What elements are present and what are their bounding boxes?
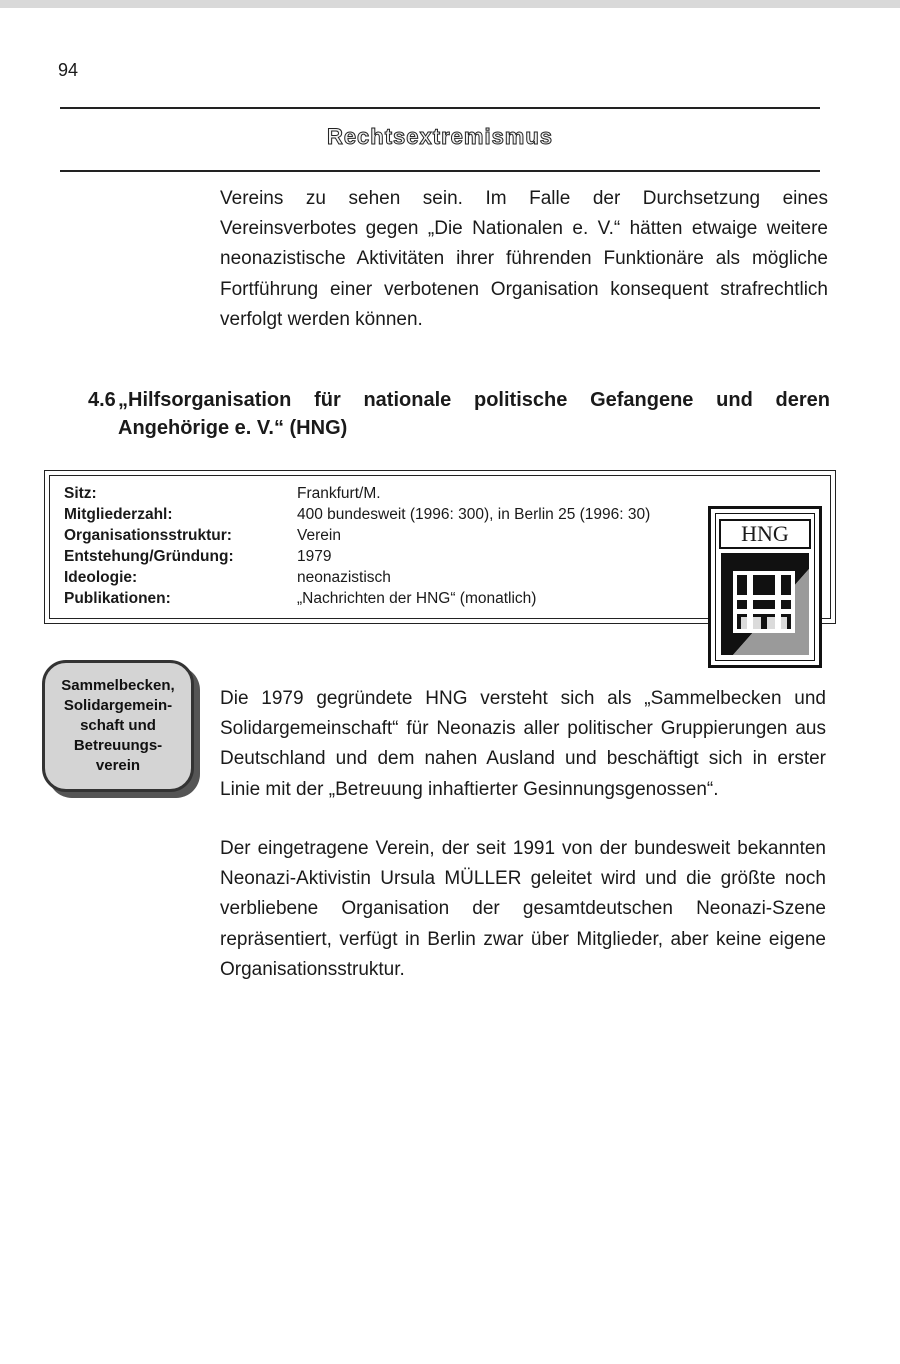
info-value: Verein [297, 527, 341, 544]
info-value: Frankfurt/M. [297, 485, 381, 502]
info-value: 400 bundesweit (1996: 300), in Berlin 25 (1996: 30) [297, 506, 651, 523]
header-rule-top [60, 107, 820, 109]
hng-logo [708, 506, 822, 668]
body-paragraph-1: Die 1979 gegründete HNG versteht sich als „Sammelbecken und Solidargemeinschaft“ für Neonazis aller politischer Gruppierungen aus Deutschland und dem nahen Ausland und beschäftigt sich in erster Linie mit der „Betreuung inhaftierter Gesinnungsgenossen“. [220, 688, 826, 800]
section-heading [88, 386, 830, 442]
running-header: Rechtsextremismus [326, 124, 554, 149]
margin-note-text: Sammelbecken, Solidargemein-schaft und Betreuungs-verein [61, 677, 175, 774]
info-label: Publikationen: [64, 590, 171, 607]
intro-paragraph: Vereins zu sehen sein. Im Falle der Durchsetzung eines Vereinsverbotes gegen „Die Nationalen e. V.“ hätten etwaige weitere neonazistische Aktivitäten ihrer führenden Funktionäre als mögliche Fortführung einer verbotenen Organisation konsequent strafrechtlich verfolgt werden können. [220, 188, 828, 330]
scan-top-edge [0, 0, 900, 8]
info-value: neonazistisch [297, 569, 391, 586]
page-number: 94 [58, 60, 79, 80]
info-label: Organisationsstruktur: [64, 527, 232, 544]
section-title: „Hilfsorganisation für nationale politische Gefangene und deren Angehörige e. V.“ (HNG) [118, 389, 830, 439]
info-label: Sitz: [64, 485, 97, 502]
info-label: Mitgliederzahl: [64, 506, 173, 523]
info-value: „Nachrichten der HNG“ (monatlich) [297, 590, 537, 607]
body-paragraph-2: Der eingetragene Verein, der seit 1991 von der bundesweit bekannten Neonazi-Aktivistin Ursula MÜLLER geleitet wird und die größte noch verbliebene Organisation der gesamtdeutschen Neonazi-Szene repräsentiert, verfügt in Berlin zwar über Mitglieder, aber keine eigene Organisationsstruktur. [220, 838, 826, 980]
logo-text: HNG [719, 519, 811, 549]
info-value: 1979 [297, 548, 332, 565]
section-number: 4.6 [88, 389, 116, 411]
info-label: Entstehung/Gründung: [64, 548, 234, 565]
info-label: Ideologie: [64, 569, 138, 586]
margin-note-badge [42, 660, 194, 792]
header-rule-bottom [60, 170, 820, 172]
